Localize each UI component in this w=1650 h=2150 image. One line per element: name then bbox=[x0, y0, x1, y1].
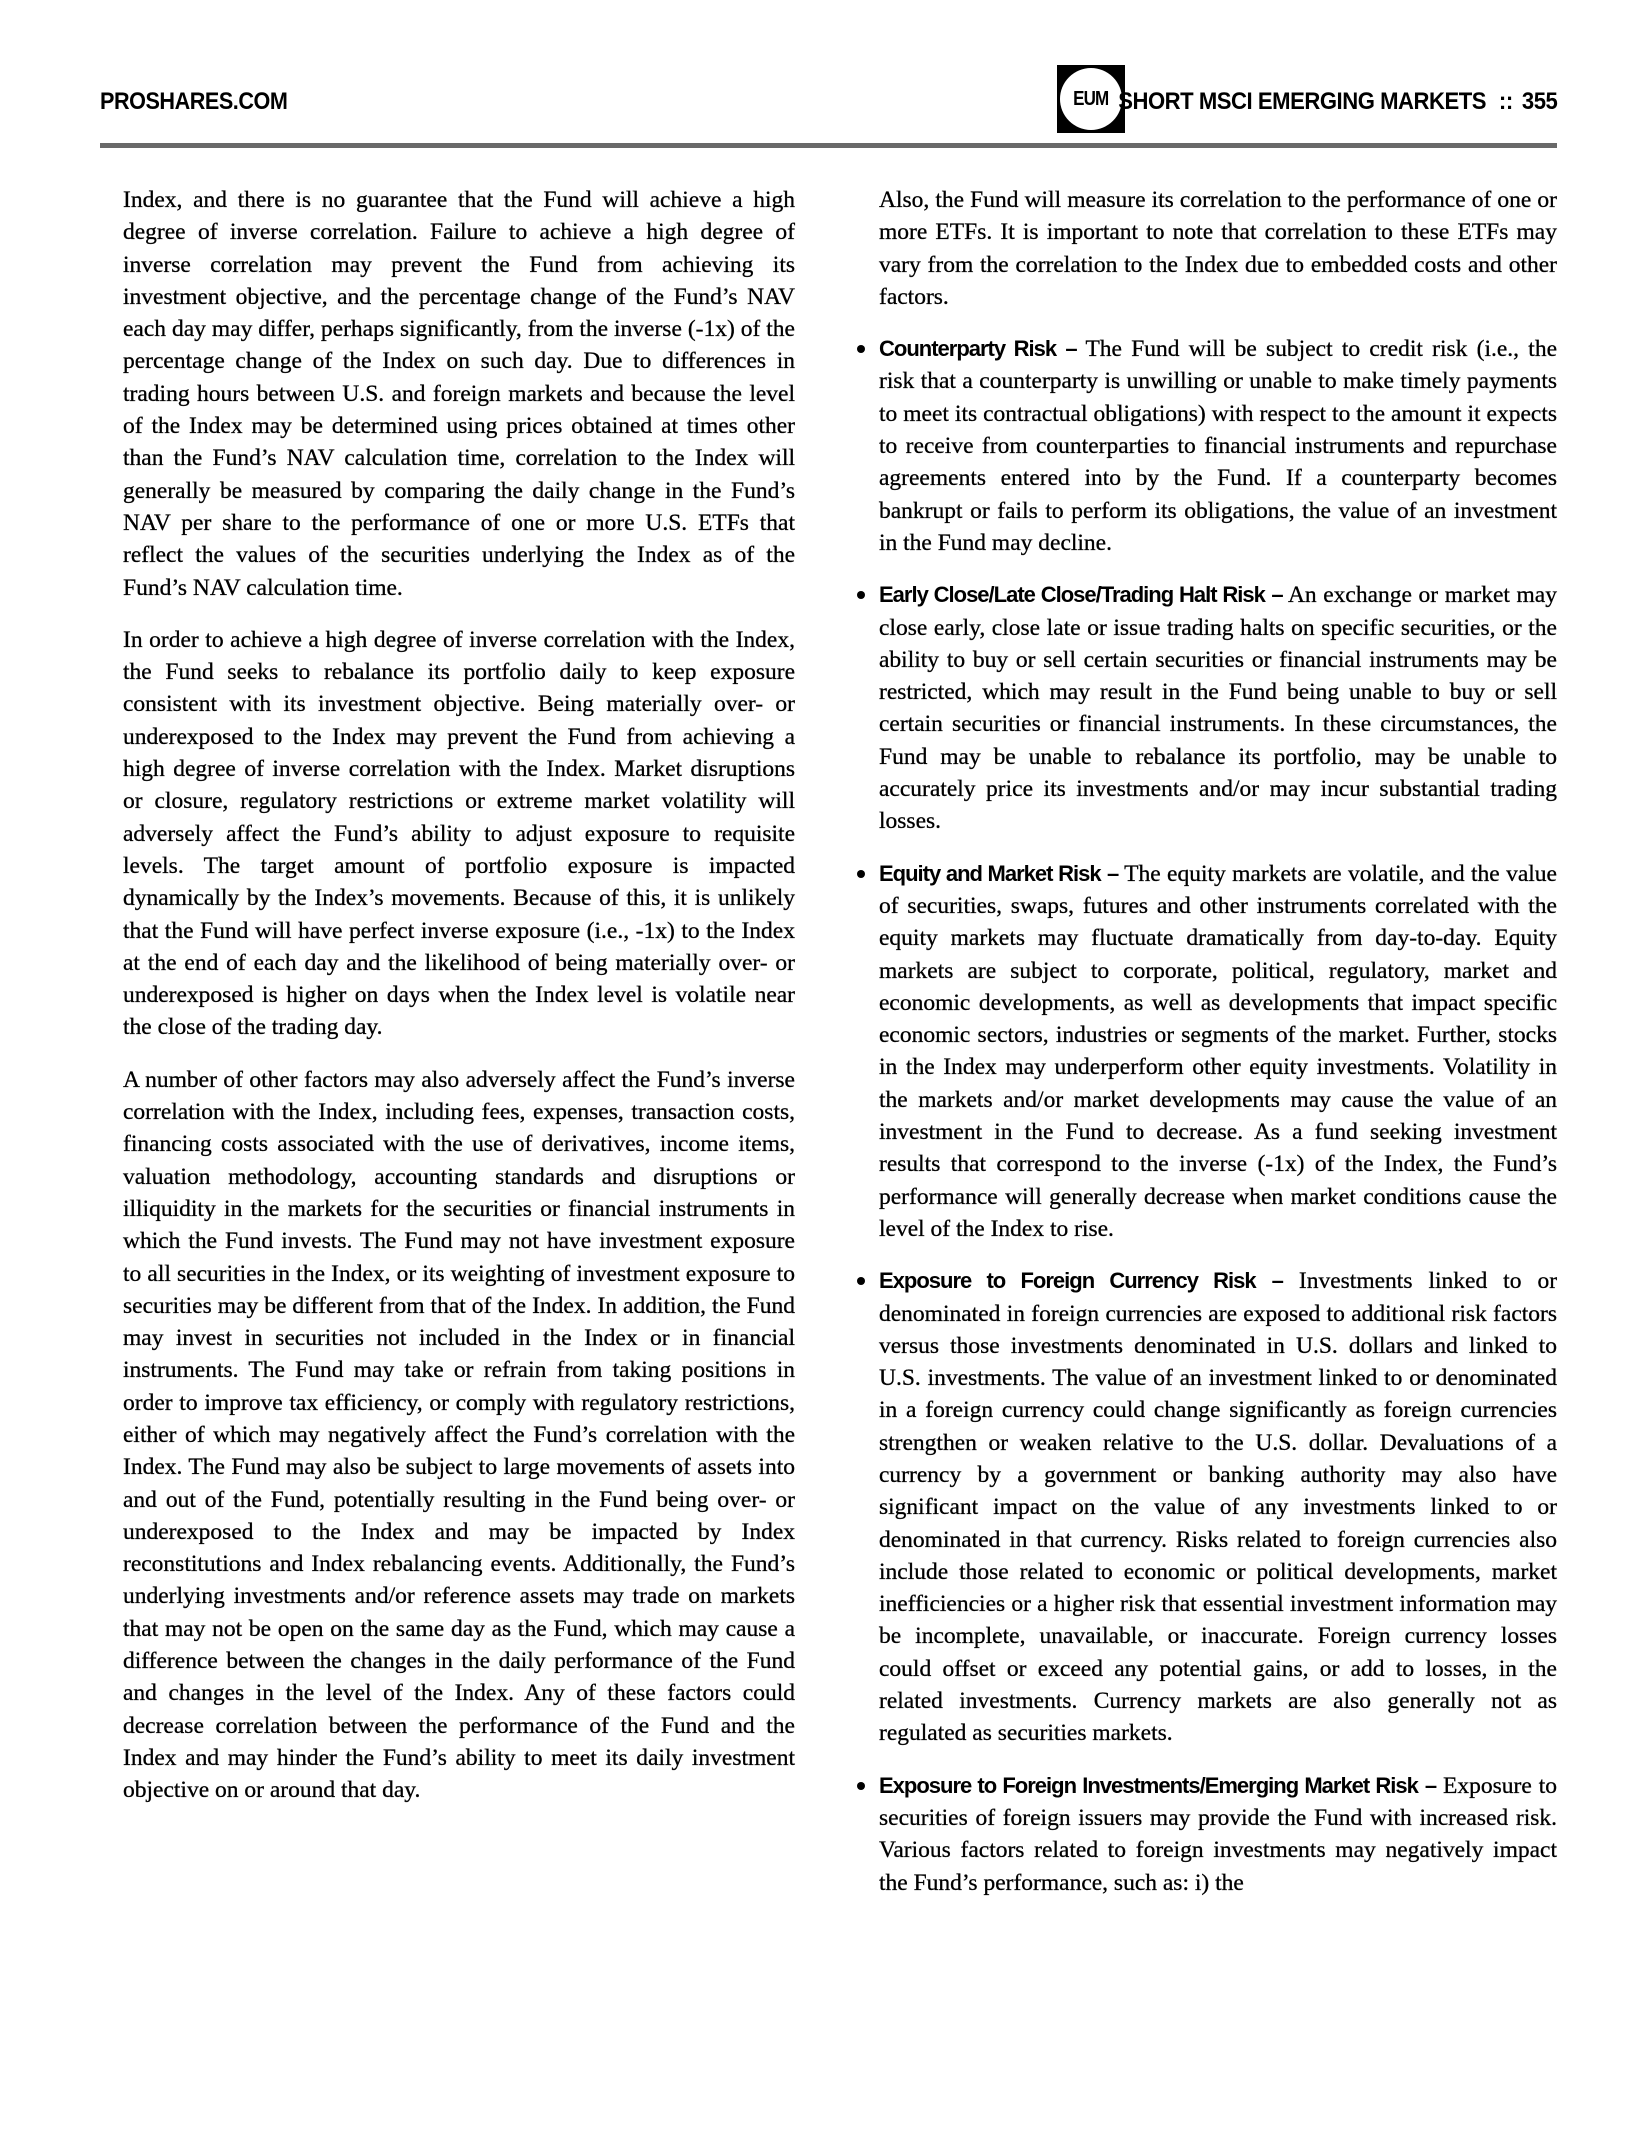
risk-bullet-item bbox=[879, 1265, 1557, 1749]
risk-text: The equity markets are volatile, and the value of securities, swaps, futures and other instruments correlated with the equity markets may fluctuate dramatically from day-to-day. Equity markets are subject to corporate, political, regulatory, market and economic developments, as well as developments that impact specific economic sectors, industries or segments of the market. Further, stocks in the Index may underperform other equity investments. Volatility in the markets and/or market developments may cause the value of an investment in the Fund to decrease. As a fund seeking investment results that correspond to the inverse (-1x) of the Index, the Fund’s performance will generally decrease when market conditions cause the level of the Index to rise. bbox=[879, 860, 1557, 1242]
risk-title: Exposure to Foreign Investments/Emerging Market Risk bbox=[879, 1772, 1418, 1798]
risk-text: An exchange or market may close early, close late or issue trading halts on specific securities, or the ability to buy or sell certain securities or financial instruments may be restricted, which may result in the Fund being unable to buy or sell certain securities or financial instruments. In these circumstances, the Fund may be unable to rebalance its portfolio, may be unable to accurately price its investments and/or may incur substantial trading losses. bbox=[879, 582, 1557, 835]
risk-title-dash: – bbox=[1065, 336, 1077, 362]
risk-title-dash: – bbox=[1271, 1268, 1283, 1294]
risk-bullet-item bbox=[879, 333, 1557, 559]
risk-title: Early Close/Late Close/Trading Halt Risk bbox=[879, 582, 1265, 608]
page-number: 355 bbox=[1521, 88, 1557, 115]
bullet-icon bbox=[857, 870, 865, 878]
risk-bullet-item bbox=[879, 1770, 1557, 1899]
fund-badge bbox=[1057, 65, 1125, 133]
text-column-right bbox=[879, 184, 1557, 1899]
risk-bullet-item bbox=[879, 579, 1557, 837]
paragraph: Index, and there is no guarantee that the Fund will achieve a high degree of inverse correlation. Failure to achieve a high degree of inverse correlation may prevent the Fund from achieving its investment objective, and the percentage change of the Fund’s NAV each day may differ, perhaps significantly, from the inverse (-1x) of the percentage change of the Index on such day. Due to differences in trading hours between U.S. and foreign markets and because the level of the Index may be determined using prices obtained at times other than the Fund’s NAV calculation time, correlation to the Index will generally be measured by comparing the daily change in the Fund’s NAV per share to the performance of one or more U.S. ETFs that reflect the values of the securities underlying the Index as of the Fund’s NAV calculation time. bbox=[123, 187, 795, 601]
bullet-icon bbox=[857, 1277, 865, 1285]
paragraph: In order to achieve a high degree of inverse correlation with the Index, the Fund seeks to rebalance its portfolio daily to keep exposure consistent with its investment objective. Being materially over- or underexposed to the Index may prevent the Fund from achieving a high degree of inverse correlation with the Index. Market disruptions or closure, regulatory restrictions or extreme market volatility will adversely affect the Fund’s ability to adjust exposure to requisite levels. The target amount of portfolio exposure is impacted dynamically by the Index’s movements. Because of this, it is unlikely that the Fund will have perfect inverse exposure (i.e., -1x) to the Index at the end of each day and the likelihood of being materially over- or underexposed is higher on days when the Index level is volatile near the close of the trading day. bbox=[123, 626, 795, 1041]
fund-title: SHORT MSCI EMERGING MARKETS bbox=[1117, 88, 1486, 115]
paragraph: A number of other factors may also adversely affect the Fund’s inverse correlation with the Index, including fees, expenses, transaction costs, financing costs associated with the use of derivatives, income items, valuation methodology, accounting standards and disruptions or illiquidity in the markets for the securities or financial instruments in which the Fund invests. The Fund may not have investment exposure to all securities in the Index, or its weighting of investment exposure to securities may be different from that of the Index. In addition, the Fund may invest in securities not included in the Index or in financial instruments. The Fund may take or refrain from taking positions in order to improve tax efficiency, or comply with regulatory restrictions, either of which may negatively affect the Fund’s correlation with the Index. The Fund may also be subject to large movements of assets into and out of the Fund, potentially resulting in the Fund being over- or underexposed to the Index and may be impacted by Index reconstitutions and Index rebalancing events. Additionally, the Fund’s underlying investments and/or reference assets may trade on markets that may not be open on the same day as the Fund, which may cause a difference between the changes in the daily performance of the Fund and changes in the level of the Index. Any of these factors could decrease correlation between the performance of the Fund and the Index and may hinder the Fund’s ability to meet its daily investment objective on or around that day. bbox=[123, 1066, 795, 1804]
header-title bbox=[1118, 90, 1557, 114]
risk-title: Equity and Market Risk bbox=[879, 860, 1101, 886]
bullet-icon bbox=[857, 345, 865, 353]
bullet-icon bbox=[857, 1782, 865, 1790]
risk-text: Investments linked to or denominated in foreign currencies are exposed to additional risk factors versus those investments denominated in U.S. dollars and linked to U.S. investments. The value of an investment linked to or denominated in a foreign currency could change significantly as foreign currencies strengthen or weaken relative to the U.S. dollar. Devaluations of a currency by a government or banking authority may also have significant impact on the value of any investments linked to or denominated in that currency. Risks related to foreign currencies also include those related to economic or political developments, market inefficiencies or a higher risk that essential investment information may be incomplete, unavailable, or inaccurate. Foreign currency losses could offset or exceed any potential gains, or add to losses, in the related investments. Currency markets are also generally not as regulated as securities markets. bbox=[879, 1268, 1558, 1747]
risk-text: The Fund will be subject to credit risk (i.e., the risk that a counterparty is unwilling or unable to make timely payments to meet its contractual obligations) with respect to the amount it expects to receive from counterparties to financial instruments and repurchase agreements entered into by the Fund. If a counterparty becomes bankrupt or fails to perform its obligations, the value of an investment in the Fund may decline. bbox=[879, 336, 1557, 556]
header-rule bbox=[100, 143, 1557, 148]
text-column-left bbox=[123, 184, 795, 1899]
fund-badge-circle bbox=[1060, 68, 1122, 130]
risk-title-dash: – bbox=[1424, 1772, 1437, 1798]
fund-badge-label: EUM bbox=[1073, 87, 1109, 110]
risk-title: Exposure to Foreign Currency Risk bbox=[879, 1268, 1256, 1294]
risk-bullet-item bbox=[879, 858, 1557, 1246]
risk-title: Counterparty Risk bbox=[879, 336, 1057, 362]
risk-title-dash: – bbox=[1106, 860, 1119, 886]
risk-title-dash: – bbox=[1271, 582, 1283, 608]
site-url: PROSHARES.COM bbox=[100, 88, 288, 115]
header-separator: :: bbox=[1498, 88, 1513, 115]
body-columns bbox=[123, 184, 1557, 1899]
risk-text: Exposure to securities of foreign issuers may provide the Fund with increased risk. Various factors related to foreign investments may negatively impact the Fund’s performance, such as: i) the bbox=[879, 1772, 1558, 1896]
paragraph: Also, the Fund will measure its correlation to the performance of one or more ETFs. It is important to note that correlation to these ETFs may vary from the correlation to the Index due to embedded costs and other factors. bbox=[879, 187, 1557, 310]
bullet-icon bbox=[857, 591, 865, 599]
